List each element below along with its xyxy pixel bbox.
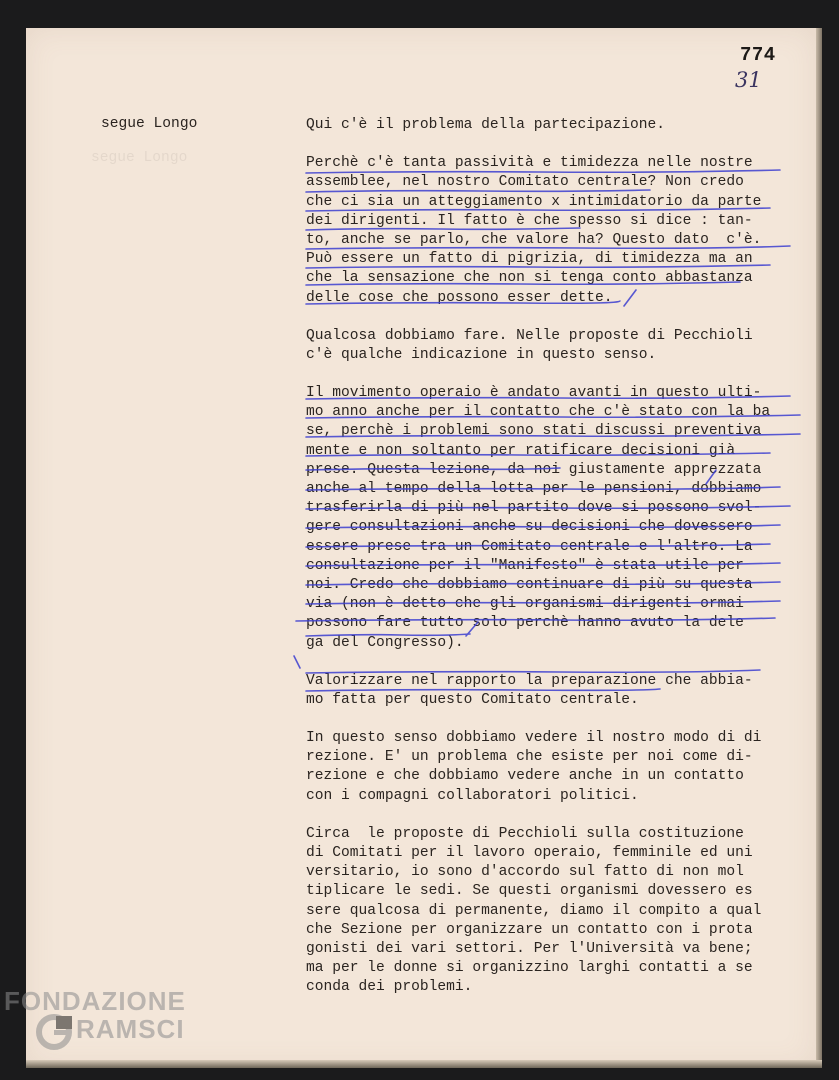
- page-number: 774: [740, 44, 776, 66]
- text-line: rezione. E' un problema che esiste per noi come di-: [306, 749, 753, 766]
- text-line: che la sensazione che non si tenga conto abbastanza: [306, 270, 753, 287]
- speaker-label: segue Longo: [101, 116, 198, 132]
- watermark-text: RAMSCI: [76, 1014, 185, 1044]
- text-line: mo anno anche per il contatto che c'è stato con la ba: [306, 404, 771, 421]
- text-line: via (non è detto che gli organismi dirigenti ormai: [306, 596, 744, 613]
- text-line: essere prese tra un Comitato centrale e l'altro. La: [306, 538, 753, 555]
- text-line: gere consultazioni anche su decisioni che dovessero: [306, 519, 753, 536]
- paragraph: [306, 384, 806, 653]
- text-line: sere qualcosa di permanente, diamo il compito a qual: [306, 902, 762, 919]
- show-through-label: segue Longo: [91, 150, 188, 166]
- text-line: trasferirla di più nel partito dove si possono svol-: [306, 500, 762, 517]
- text-line: Può essere un fatto di pigrizia, di timidezza ma an: [306, 251, 753, 268]
- text-line: Il movimento operaio è andato avanti in questo ulti-: [306, 385, 762, 402]
- text-line: che ci sia un atteggiamento x intimidatorio da parte: [306, 193, 762, 210]
- text-line: delle cose che possono esser dette.: [306, 289, 613, 306]
- text-line: Qui c'è il problema della partecipazione.: [306, 117, 666, 133]
- text-line: prese. Questa lezione, da noi giustamente apprezzata: [306, 461, 762, 478]
- text-line: che Sezione per organizzare un contatto con i prota: [306, 921, 753, 938]
- fondazione-gramsci-watermark: [4, 986, 204, 1066]
- text-line: ma per le donne si organizzino larghi contatti a se: [306, 960, 753, 977]
- text-line: Perchè c'è tanta passività e timidezza nelle nostre: [306, 155, 753, 172]
- text-line: assemblee, nel nostro Comitato centrale? Non credo: [306, 174, 744, 191]
- paragraph: [306, 825, 806, 998]
- paragraph: [306, 154, 806, 308]
- text-line: In questo senso dobbiamo vedere il nostro modo di di: [306, 730, 762, 747]
- paragraph: [306, 116, 806, 135]
- text-line: to, anche se parlo, che valore ha? Questo dato c'è.: [306, 231, 762, 248]
- text-line: conda dei problemi.: [306, 979, 473, 996]
- text-line: Circa le proposte di Pecchioli sulla costituzione: [306, 825, 744, 842]
- text-line: Qualcosa dobbiamo fare. Nelle proposte di Pecchioli: [306, 327, 753, 344]
- text-line: di Comitati per il lavoro operaio, femminile ed uni: [306, 845, 753, 861]
- text-line: con i compagni collaboratori politici.: [306, 787, 639, 804]
- text-line: c'è qualche indicazione in questo senso.: [306, 346, 657, 363]
- text-line: noi. Credo che dobbiamo continuare di più su questa: [306, 576, 753, 593]
- text-line: gonisti dei vari settori. Per l'Università va bene;: [306, 940, 753, 957]
- text-line: versitario, io sono d'accordo sul fatto di non mol: [306, 864, 744, 881]
- page-edge-right: [816, 28, 822, 1068]
- text-line: se, perchè i problemi sono stati discussi preventiva: [306, 423, 762, 440]
- text-line: rezione e che dobbiamo vedere anche in un contatto: [306, 768, 744, 785]
- paragraph: [306, 327, 806, 365]
- paragraph: [306, 672, 806, 710]
- gramsci-logo-icon: [34, 1012, 74, 1052]
- text-line: Valorizzare nel rapporto la preparazione che abbia-: [306, 672, 753, 689]
- watermark-text: FONDAZIONE: [4, 986, 186, 1016]
- text-line: anche al tempo della lotta per le pensioni, dobbiamo: [306, 481, 762, 497]
- document-body: [306, 116, 806, 1017]
- text-line: dei dirigenti. Il fatto è che spesso si dice : tan-: [306, 212, 753, 229]
- text-line: mente e non soltanto per ratificare decisioni già: [306, 442, 736, 459]
- text-line: ga del Congresso).: [306, 634, 464, 651]
- text-line: mo fatta per questo Comitato centrale.: [306, 691, 639, 708]
- text-line: consultazione per il "Manifesto" è stata utile per: [306, 557, 744, 574]
- handwritten-page-number: 31: [735, 68, 762, 92]
- text-line: possono fare tutto solo perchè hanno avuto la dele: [306, 615, 744, 632]
- text-line: tiplicare le sedi. Se questi organismi dovessero es: [306, 883, 753, 900]
- paragraph: [306, 729, 806, 806]
